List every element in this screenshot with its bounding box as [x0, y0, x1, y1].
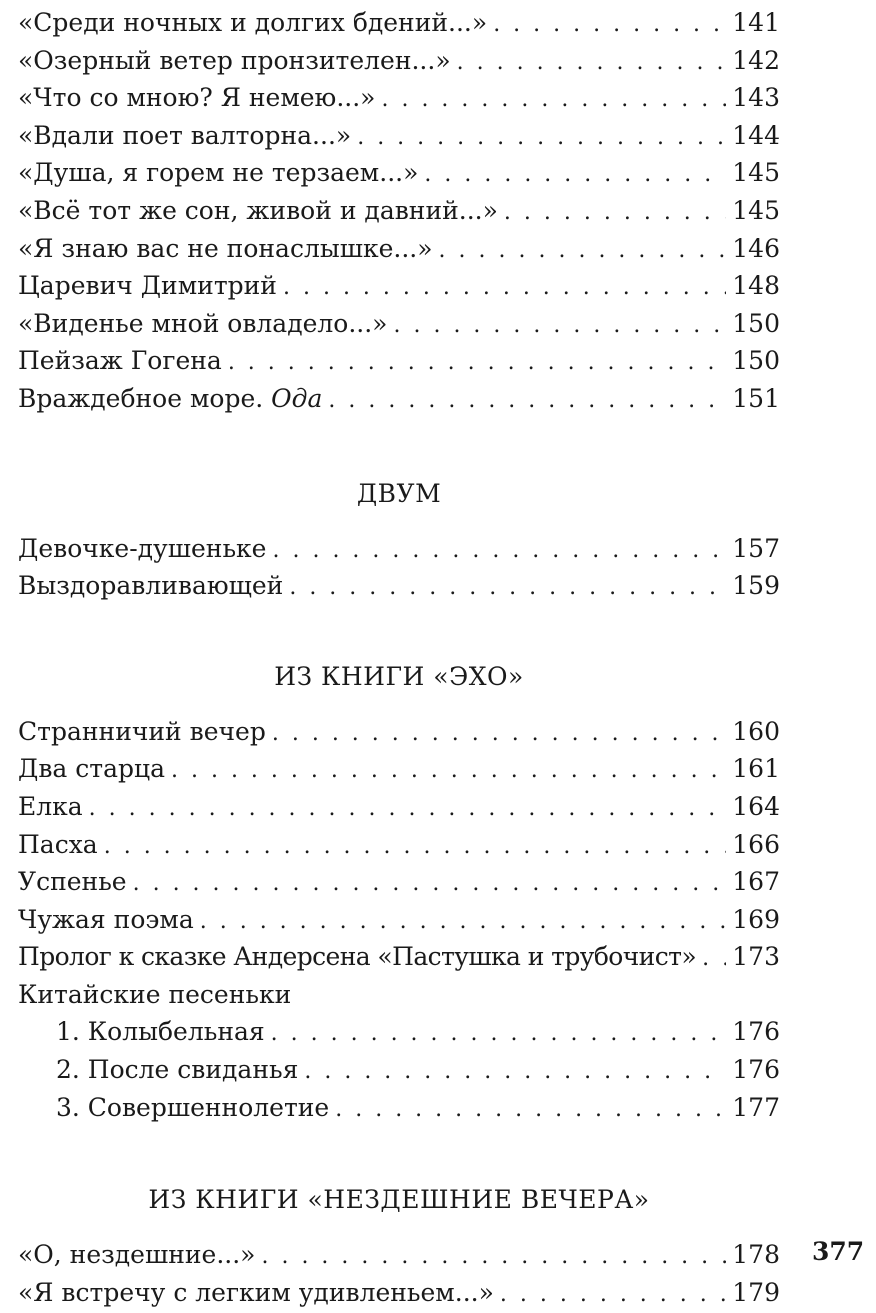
- dot-leader: [702, 940, 726, 978]
- section-heading: ИЗ КНИГИ «ЭХО»: [274, 661, 524, 691]
- toc-entry: [18, 567, 780, 605]
- dot-leader: [439, 232, 727, 270]
- dot-leader: [272, 532, 726, 570]
- entry-title: «Вдали поет валторна...»: [18, 120, 352, 150]
- entry-title: «Я знаю вас не понаслышке...»: [18, 233, 433, 263]
- toc-section-dvum: [18, 474, 780, 605]
- entry-page: 160: [732, 716, 780, 746]
- dot-leader: [457, 44, 727, 82]
- section-heading: ИЗ КНИГИ «НЕЗДЕШНИЕ ВЕЧЕРА»: [148, 1185, 650, 1215]
- dot-leader: [357, 119, 726, 157]
- toc-entry: [18, 826, 780, 864]
- entry-title: Пейзаж Гогена: [18, 346, 222, 376]
- entry-title: Странничий вечер: [18, 716, 266, 746]
- entry-page: 141: [732, 8, 780, 37]
- dot-leader: [504, 194, 726, 232]
- entry-page: 144: [732, 120, 780, 150]
- entry-page: 143: [732, 83, 780, 113]
- dot-leader: [283, 269, 726, 307]
- dot-leader: [271, 1015, 727, 1053]
- toc-entry: [18, 230, 780, 268]
- entry-page: 169: [732, 904, 780, 934]
- entry-page: 157: [732, 533, 780, 563]
- entry-title: [18, 380, 322, 418]
- entry-title: Девочке-душеньке: [18, 533, 267, 563]
- entry-page: 150: [732, 308, 780, 338]
- entry-page: 142: [732, 45, 780, 75]
- dot-leader: [381, 81, 726, 119]
- dot-leader: [89, 790, 727, 828]
- entry-subtitle: Ода: [271, 383, 323, 413]
- toc-entry: [18, 530, 780, 568]
- entry-page: 150: [732, 346, 780, 376]
- table-of-contents: [18, 4, 780, 1311]
- entry-page: 159: [732, 571, 780, 601]
- toc-entry: [18, 938, 780, 976]
- toc-entry: [18, 305, 780, 343]
- entry-title: «Среди ночных и долгих бдений...»: [18, 8, 488, 37]
- toc-entry: [18, 1089, 780, 1127]
- dot-leader: [335, 1091, 726, 1129]
- toc-entry: [18, 267, 780, 305]
- entry-page: 173: [732, 942, 780, 972]
- entry-title: 1. Колыбельная: [56, 1017, 265, 1047]
- entry-page: 177: [732, 1092, 780, 1122]
- dot-leader: [171, 752, 726, 790]
- dot-leader: [424, 156, 726, 194]
- entry-title: Пролог к сказке Андерсена «Пастушка и трубочист»: [18, 942, 697, 972]
- dot-leader: [261, 1238, 726, 1276]
- entry-title: «Всё тот же сон, живой и давний...»: [18, 195, 498, 225]
- entry-title: Чужая поэма: [18, 904, 194, 934]
- entry-title: Два старца: [18, 754, 165, 784]
- toc-entry: [18, 1236, 780, 1274]
- toc-entry: [18, 1051, 780, 1089]
- entry-title: «Душа, я горем не терзаем...»: [18, 158, 419, 188]
- toc-entry: [18, 1274, 780, 1312]
- dot-leader: [133, 865, 727, 903]
- entry-page: 151: [732, 383, 780, 413]
- toc-entry: [18, 1013, 780, 1051]
- toc-section-nezdeshnie: [18, 1180, 780, 1311]
- entry-title: Царевич Димитрий: [18, 271, 277, 301]
- entry-page: 148: [732, 271, 780, 301]
- toc-section-continuation: [18, 4, 780, 418]
- entry-page: 145: [732, 195, 780, 225]
- dot-leader: [272, 715, 726, 753]
- toc-entry: [18, 713, 780, 751]
- dot-leader: [289, 569, 726, 607]
- dot-leader: [500, 1276, 726, 1313]
- entry-title: Выздоравливающей: [18, 571, 284, 601]
- entry-title-main: Враждебное море.: [18, 383, 264, 413]
- toc-entry: [18, 863, 780, 901]
- entry-title: «Виденье мной овладело...»: [18, 308, 388, 338]
- toc-subheading: [18, 976, 780, 1014]
- entry-page: 145: [732, 158, 780, 188]
- dot-leader: [104, 828, 727, 866]
- entry-page: 164: [732, 791, 780, 821]
- entry-title: 2. После свиданья: [56, 1055, 299, 1085]
- entry-page: 176: [732, 1017, 780, 1047]
- dot-leader: [304, 1053, 726, 1091]
- section-heading: ДВУМ: [356, 478, 442, 508]
- entry-title: «Что со мною? Я немею...»: [18, 83, 376, 113]
- toc-entry: [18, 788, 780, 826]
- dot-leader: [200, 903, 727, 941]
- toc-entry: [18, 192, 780, 230]
- entry-title: Китайские песеньки: [18, 979, 292, 1009]
- entry-title: Елка: [18, 791, 83, 821]
- entry-page: 179: [732, 1277, 780, 1307]
- toc-section-exo: [18, 657, 780, 1127]
- entry-page: 167: [732, 867, 780, 897]
- entry-page: 178: [732, 1240, 780, 1270]
- toc-entry: [18, 342, 780, 380]
- toc-entry: [18, 4, 780, 42]
- toc-entry: [18, 79, 780, 117]
- toc-entry: [18, 901, 780, 939]
- toc-entry: [18, 380, 780, 418]
- entry-title: 3. Совершеннолетие: [56, 1092, 330, 1122]
- toc-entry: [18, 42, 780, 80]
- entry-title: Успенье: [18, 867, 127, 897]
- entry-page: 166: [732, 829, 780, 859]
- entry-page: 161: [732, 754, 780, 784]
- dot-leader: [228, 344, 726, 382]
- dot-leader: [393, 307, 726, 345]
- dot-leader: [328, 382, 726, 420]
- dot-leader: [493, 6, 726, 44]
- toc-entry: [18, 154, 780, 192]
- entry-page: 176: [732, 1055, 780, 1085]
- entry-title: «Я встречу с легким удивленьем...»: [18, 1277, 494, 1307]
- entry-page: 146: [732, 233, 780, 263]
- page-number: 377: [812, 1237, 865, 1266]
- entry-title: «О, нездешние...»: [18, 1240, 256, 1270]
- entry-title: Пасха: [18, 829, 98, 859]
- entry-title: «Озерный ветер пронзителен...»: [18, 45, 451, 75]
- toc-entry: [18, 117, 780, 155]
- toc-entry: [18, 750, 780, 788]
